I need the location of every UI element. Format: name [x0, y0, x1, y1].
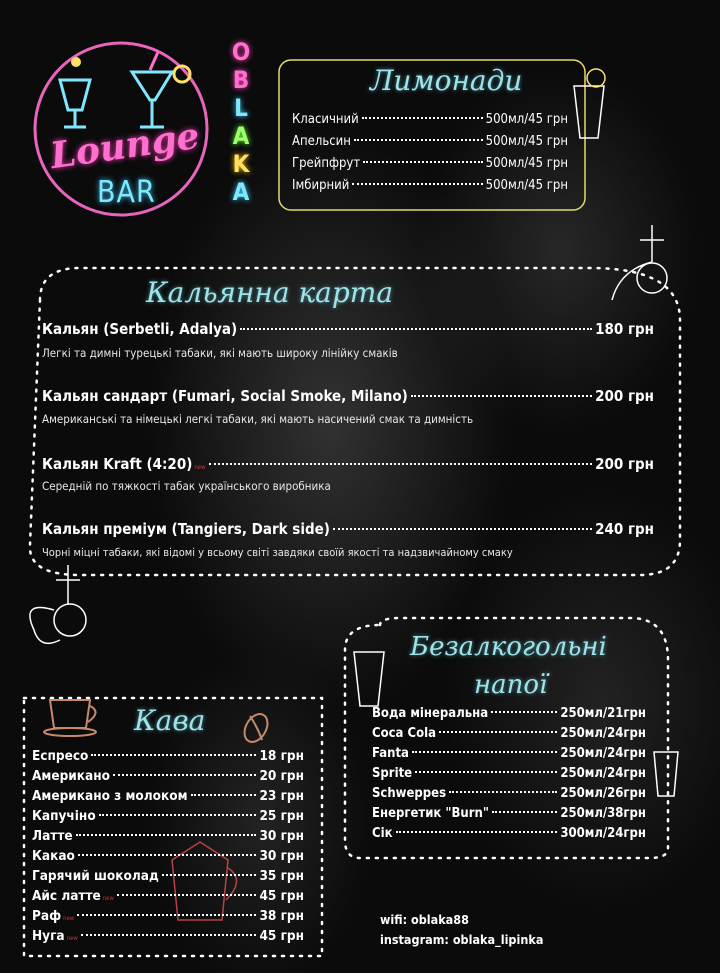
item-price: 250мл/24грн	[560, 766, 646, 781]
item-name: Еспресо	[32, 748, 89, 764]
soft-drinks-title-line2: напої	[474, 670, 548, 700]
item-name: Кальян Kraft (4:20)	[42, 455, 193, 473]
item-name: Кальян преміум (Tangiers, Dark side)	[42, 520, 330, 538]
oblaka-letter: A	[232, 178, 250, 206]
item-price: 200 грн	[595, 387, 654, 405]
item-price: 180 грн	[595, 320, 654, 338]
item-name: Американо з молоком	[32, 788, 188, 804]
menu-row	[292, 112, 568, 127]
menu-row	[292, 156, 568, 171]
item-name: Sprite	[372, 766, 413, 781]
lime-icon	[71, 57, 81, 67]
menu-row	[32, 828, 304, 844]
menu-row	[42, 387, 654, 405]
item-price: 250мл/24грн	[560, 746, 646, 761]
wifi-text: wifi: oblaka88	[380, 912, 469, 927]
item-price: 250мл/24грн	[560, 726, 646, 741]
item-name: Американо	[32, 768, 110, 784]
lemonade-glass-icon	[574, 69, 605, 138]
menu-row	[372, 766, 646, 781]
menu-row	[372, 726, 646, 741]
item-price: 23 грн	[259, 788, 304, 804]
lemonades-title: Лимонади	[370, 64, 523, 97]
coffee-bean-icon	[240, 710, 272, 746]
item-price: 35 грн	[259, 868, 304, 884]
item-name: Какао	[32, 848, 75, 864]
item-price: 250мл/26грн	[560, 786, 646, 801]
item-name: Нуга	[32, 928, 65, 944]
new-tag: new	[63, 915, 75, 922]
menu-row	[32, 748, 304, 764]
item-price: 250мл/21грн	[560, 706, 646, 721]
item-price: 30 грн	[259, 848, 304, 864]
logo-bar-text: BAR	[97, 175, 156, 210]
item-price: 38 грн	[259, 908, 304, 924]
item-price: 200 грн	[595, 455, 654, 473]
instagram-text: instagram: oblaka_lipinka	[380, 932, 544, 947]
item-name: Апельсин	[292, 134, 351, 149]
item-description: Середній по тяжкості табак українського виробника	[42, 479, 331, 493]
item-name: Кальян (Serbetli, Adalya)	[42, 320, 238, 338]
menu-row	[32, 908, 304, 924]
item-name: Айс латте	[32, 888, 101, 904]
logo-lounge-text: Lounge	[47, 114, 202, 178]
menu-row	[32, 928, 304, 944]
item-price: 45 грн	[259, 888, 304, 904]
item-price: 18 грн	[259, 748, 304, 764]
item-price: 500мл/45 грн	[485, 134, 568, 149]
item-price: 500мл/45 грн	[485, 112, 568, 127]
hookah-icon-left	[30, 565, 86, 643]
menu-row	[42, 455, 654, 473]
new-tag: new	[66, 935, 78, 942]
menu-row	[292, 134, 568, 149]
item-price: 500мл/45 грн	[485, 178, 568, 193]
coffee-cup-icon	[44, 700, 96, 736]
item-name: Раф	[32, 908, 62, 924]
logo-oblaka-vertical	[228, 38, 254, 206]
new-tag: new	[194, 464, 206, 471]
item-price: 30 грн	[259, 828, 304, 844]
item-price: 500мл/45 грн	[485, 156, 568, 171]
oblaka-letter: K	[232, 150, 250, 178]
menu-row	[32, 848, 304, 864]
item-name: Кальян сандарт (Fumari, Social Smoke, Milano)	[42, 387, 408, 405]
oblaka-letter: L	[234, 94, 248, 122]
menu-row	[372, 706, 646, 721]
item-description: Чорні міцні табаки, які відомі у всьому світі завдяки своїй якості та надзвичайному смаку	[42, 546, 513, 559]
oblaka-letter: B	[232, 66, 250, 94]
item-name: Грейпфрут	[292, 156, 361, 171]
menu-row	[292, 178, 568, 193]
item-name: Класичний	[292, 112, 359, 127]
menu-row	[372, 786, 646, 801]
menu-row	[372, 746, 646, 761]
item-description: Легкі та димні турецькі табаки, які мають широку лінійку смаків	[42, 346, 398, 360]
menu-row	[372, 806, 646, 821]
menu-row	[32, 808, 304, 824]
item-price: 250мл/38грн	[560, 806, 646, 821]
item-name: Сік	[372, 826, 393, 841]
item-price: 20 грн	[259, 768, 304, 784]
item-price: 240 грн	[595, 520, 654, 538]
menu-row	[372, 826, 646, 841]
item-name: Schweppes	[372, 786, 447, 801]
item-name: Вода мінеральна	[372, 706, 489, 721]
menu-row	[32, 788, 304, 804]
menu-row	[32, 888, 304, 904]
menu-row	[42, 320, 654, 338]
item-name: Імбирний	[292, 178, 350, 193]
oblaka-letter: A	[232, 122, 250, 150]
item-price: 25 грн	[259, 808, 304, 824]
soft-drinks-title-line1: Безалкогольні	[410, 632, 607, 662]
menu-row	[32, 868, 304, 884]
item-name: Енергетик "Burn"	[372, 806, 489, 821]
hookah-title: Кальянна карта	[146, 276, 394, 309]
coffee-title: Кава	[134, 704, 206, 737]
item-name: Гарячий шоколад	[32, 868, 159, 884]
item-price: 300мл/24грн	[560, 826, 646, 841]
item-name: Coca Cola	[372, 726, 437, 741]
item-price: 45 грн	[259, 928, 304, 944]
menu-row	[32, 768, 304, 784]
item-description: Американські та німецькі легкі табаки, які мають насичений смак та димність	[42, 412, 474, 426]
oblaka-letter: O	[231, 38, 251, 66]
item-name: Латте	[32, 828, 73, 844]
menu-row	[42, 520, 654, 538]
item-name: Fanta	[372, 746, 409, 761]
new-tag: new	[102, 895, 114, 902]
item-name: Капучіно	[32, 808, 96, 824]
hookah-icon	[612, 225, 667, 300]
